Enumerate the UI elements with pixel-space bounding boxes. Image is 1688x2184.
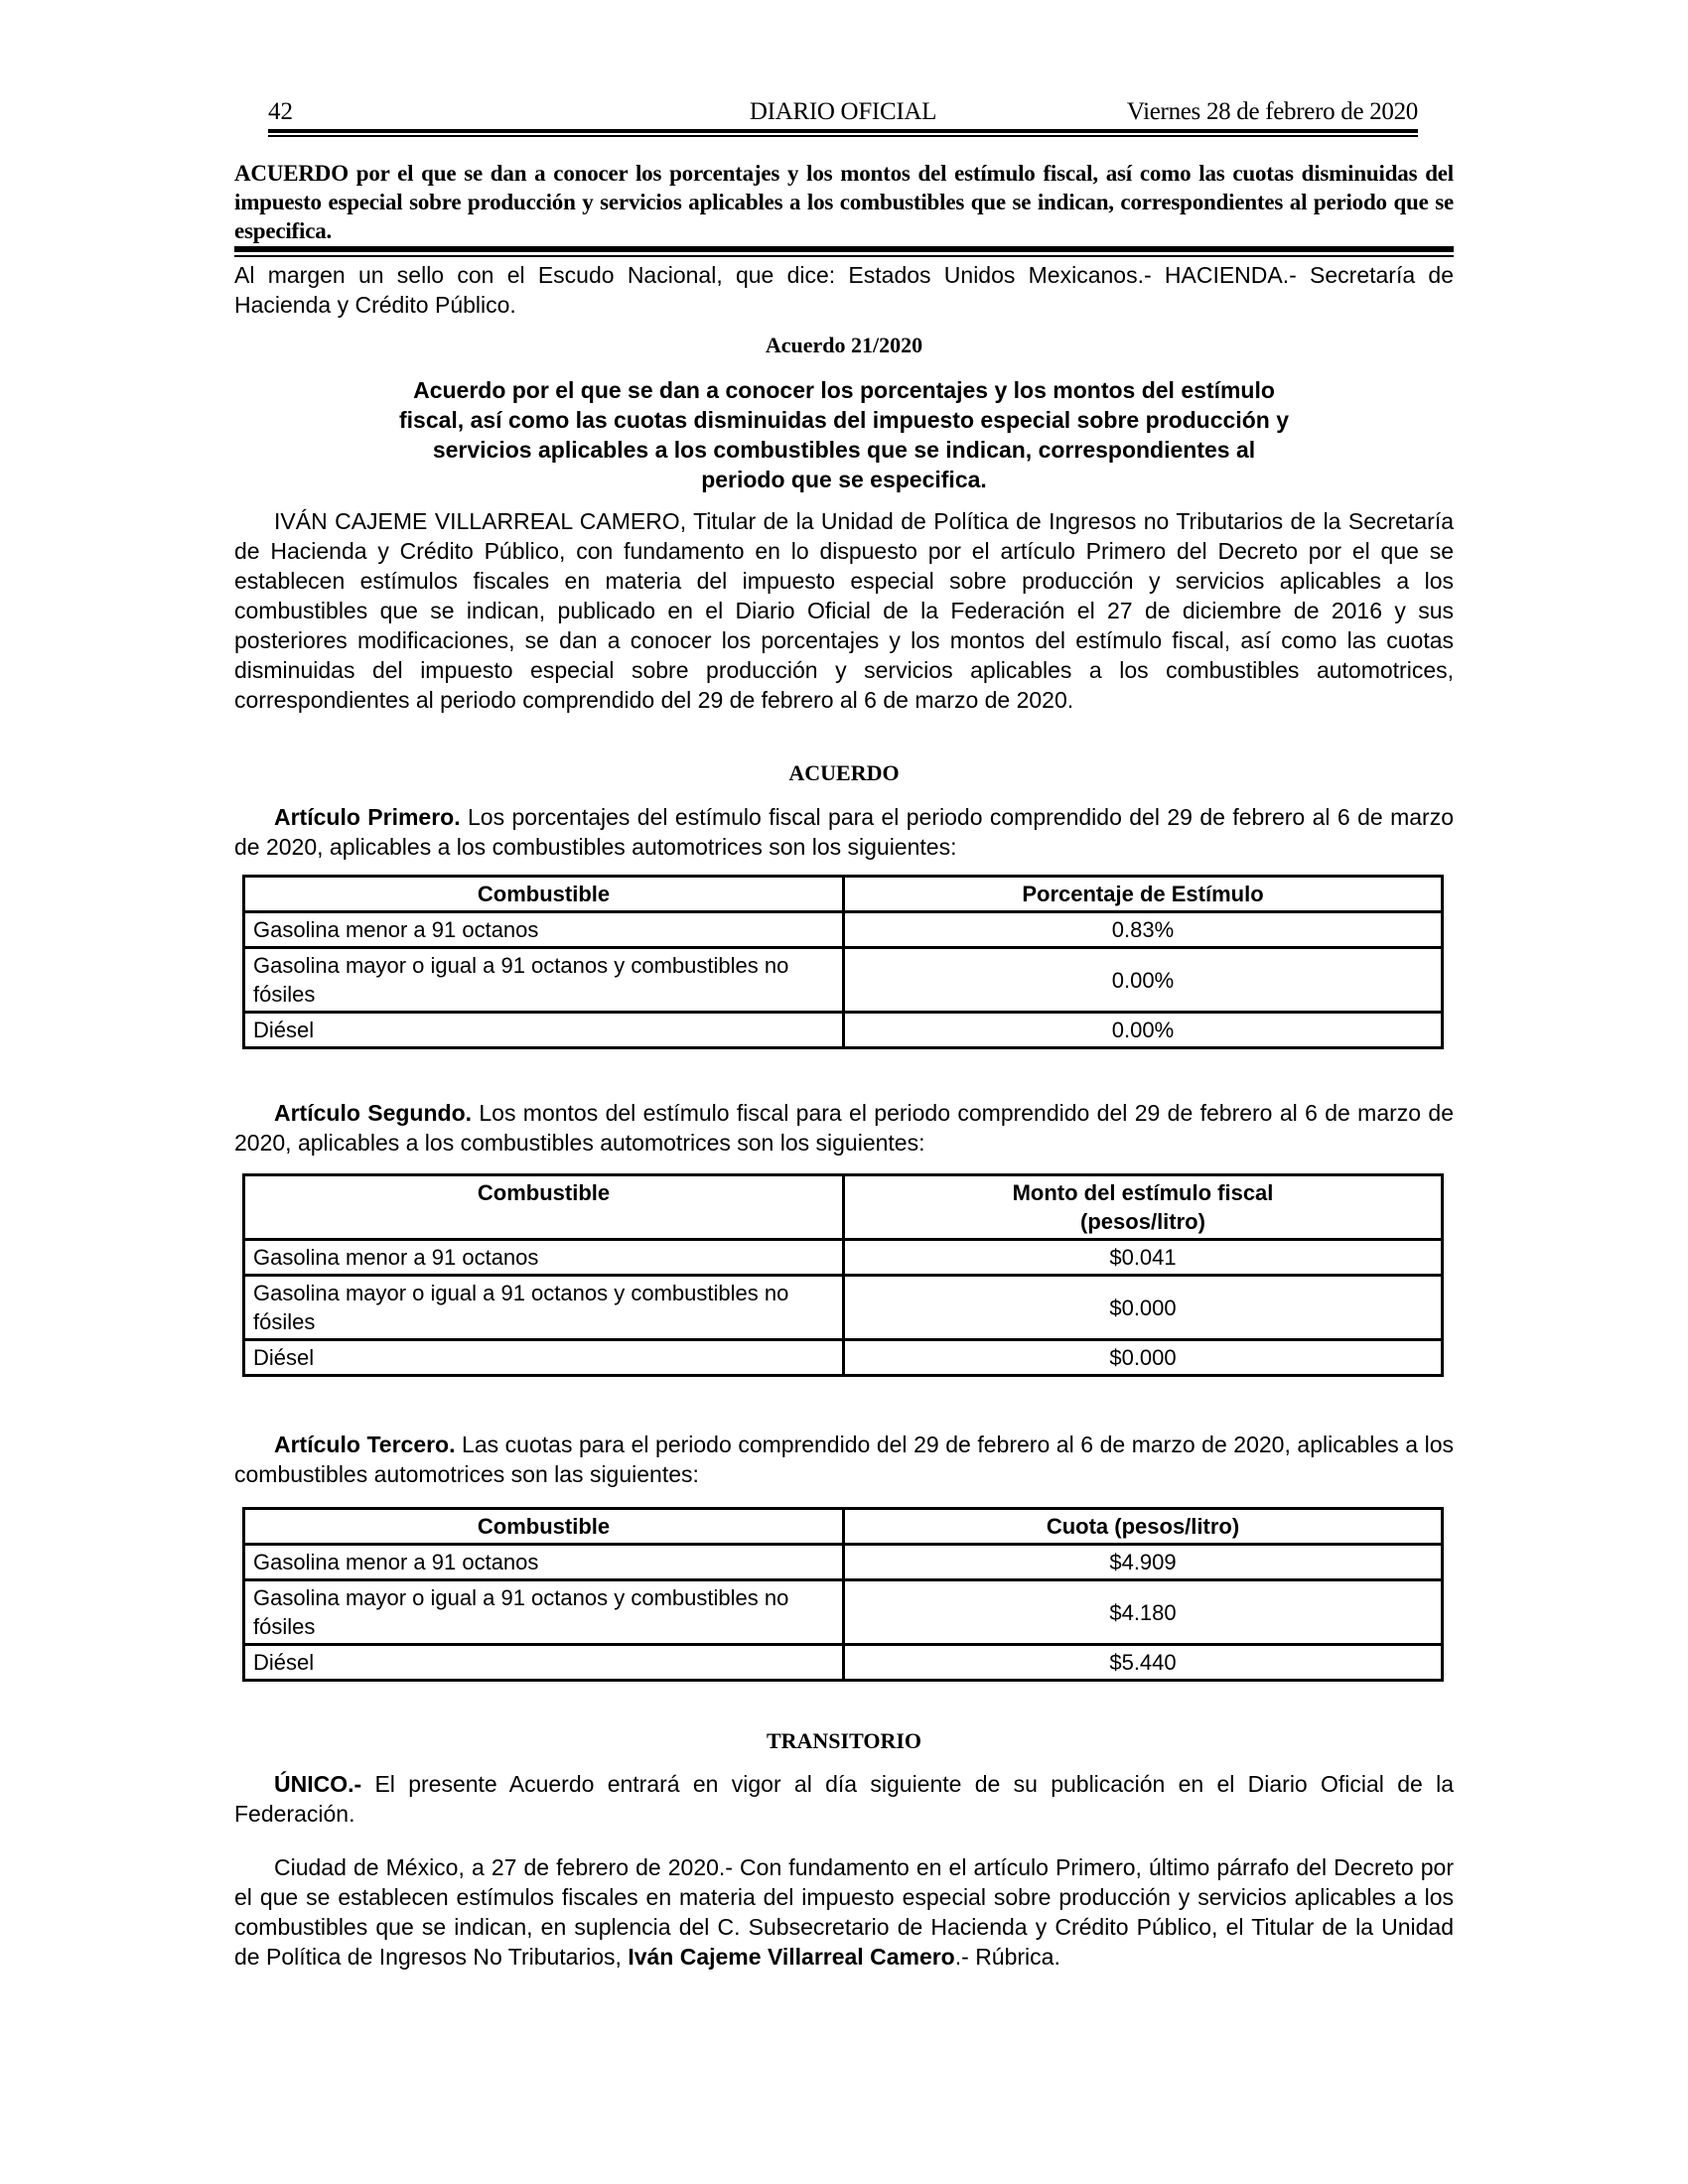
unico-text: El presente Acuerdo entrará en vigor al día siguiente de su publicación en el Diario Oficial de la Federación. xyxy=(234,1771,1454,1827)
section-heading-acuerdo: ACUERDO xyxy=(788,760,900,785)
table-row xyxy=(244,1545,1443,1580)
fuel-value: $5.440 xyxy=(844,1645,1443,1681)
table-row xyxy=(244,1645,1443,1681)
table-row xyxy=(244,1340,1443,1376)
table-row xyxy=(244,912,1443,948)
table-header-row xyxy=(244,877,1443,912)
article-lead: Artículo Primero. xyxy=(274,804,461,830)
column-header: Combustible xyxy=(244,877,844,912)
article-segundo xyxy=(234,1098,1454,1158)
article-primero xyxy=(234,802,1454,862)
unico-lead: ÚNICO.- xyxy=(274,1771,362,1797)
fuel-name: Diésel xyxy=(244,1645,844,1681)
section-heading-transitorio: TRANSITORIO xyxy=(766,1728,922,1753)
fuel-name: Gasolina mayor o igual a 91 octanos y combustibles no fósiles xyxy=(244,948,844,1013)
header-rule-thin xyxy=(268,135,1418,137)
table-header-row xyxy=(244,1175,1443,1240)
closing-paragraph xyxy=(234,1852,1454,1972)
stimulus-amount-table xyxy=(242,1173,1444,1377)
column-header: Combustible xyxy=(244,1509,844,1545)
title-rule-thin xyxy=(234,255,1454,257)
article-tercero xyxy=(234,1430,1454,1489)
table-row xyxy=(244,1240,1443,1276)
article-lead: Artículo Tercero. xyxy=(274,1432,456,1457)
signer-name: Iván Cajeme Villarreal Camero xyxy=(628,1944,955,1970)
fuel-name: Diésel xyxy=(244,1340,844,1376)
article-lead: Artículo Segundo. xyxy=(274,1100,473,1126)
fuel-name: Gasolina menor a 91 octanos xyxy=(244,1545,844,1580)
fuel-value: $0.041 xyxy=(844,1240,1443,1276)
column-header: Combustible xyxy=(244,1175,844,1240)
fuel-value: $4.180 xyxy=(844,1580,1443,1645)
document-title: ACUERDO por el que se dan a conocer los porcentajes y los montos del estímulo fiscal, así como las cuotas disminuidas del impuesto especial sobre producción y servicios aplicables a los combustibles que se indican, correspondientes al periodo que se especifica. xyxy=(234,161,1454,243)
table-header-row xyxy=(244,1509,1443,1545)
publication-name: DIARIO OFICIAL xyxy=(749,98,937,125)
quota-table xyxy=(242,1507,1444,1682)
article-text: Los montos del estímulo fiscal para el periodo comprendido del 29 de febrero al 6 de marzo de 2020, aplicables a los combustibles automotrices son los siguientes: xyxy=(234,1100,1454,1156)
table-row xyxy=(244,1580,1443,1645)
seal-note: Al margen un sello con el Escudo Nacional, que dice: Estados Unidos Mexicanos.- HACIENDA.- Secretaría de Hacienda y Crédito Público. xyxy=(234,262,1454,318)
fuel-name: Diésel xyxy=(244,1013,844,1048)
acuerdo-number: Acuerdo 21/2020 xyxy=(765,333,923,357)
closing-text: Ciudad de México, a 27 de febrero de 2020.- Con fundamento en el artículo Primero, último párrafo del Decreto por el que se establecen estímulos fiscales en materia del impuesto especial sobre producción y servicios aplicables a los combustibles que se indican, en suplencia del C. Subsecretario de Hacienda y Crédito Público, el Titular de la Unidad de Política de Ingresos No Tributarios, xyxy=(234,1854,1454,1970)
fuel-value: 0.00% xyxy=(844,948,1443,1013)
fuel-value: $4.909 xyxy=(844,1545,1443,1580)
fuel-value: 0.83% xyxy=(844,912,1443,948)
closing-suffix: .- Rúbrica. xyxy=(954,1944,1060,1970)
acuerdo-subtitle: Acuerdo por el que se dan a conocer los porcentajes y los montos del estímulo fiscal, así como las cuotas disminuidas del impuesto especial sobre producción y servicios aplicables a los combustibles que se indican, correspondientes al periodo que se especifica. xyxy=(398,377,1289,492)
fuel-name: Gasolina menor a 91 octanos xyxy=(244,1240,844,1276)
header-rule xyxy=(268,129,1418,133)
fuel-value: $0.000 xyxy=(844,1276,1443,1340)
stimulus-percentage-table xyxy=(242,875,1444,1049)
fuel-value: 0.00% xyxy=(844,1013,1443,1048)
fuel-name: Gasolina mayor o igual a 91 octanos y combustibles no fósiles xyxy=(244,1276,844,1340)
fuel-name: Gasolina mayor o igual a 91 octanos y combustibles no fósiles xyxy=(244,1580,844,1645)
column-header: Porcentaje de Estímulo xyxy=(844,877,1443,912)
article-text: Los porcentajes del estímulo fiscal para el periodo comprendido del 29 de febrero al 6 de marzo de 2020, aplicables a los combustibles automotrices son los siguientes: xyxy=(234,804,1454,860)
table-row xyxy=(244,1013,1443,1048)
transitory-unico xyxy=(234,1769,1454,1829)
fuel-value: $0.000 xyxy=(844,1340,1443,1376)
preamble: IVÁN CAJEME VILLARREAL CAMERO, Titular de la Unidad de Política de Ingresos no Tributarios de la Secretaría de Hacienda y Crédito Público, con fundamento en lo dispuesto por el artículo Primero del Decreto por el que se establecen estímulos fiscales en materia del impuesto especial sobre producción y servicios aplicables a los combustibles que se indican, publicado en el Diario Oficial de la Federación el 27 de diciembre de 2016 y sus posteriores modificaciones, se dan a conocer los porcentajes y los montos del estímulo fiscal, así como las cuotas disminuidas del impuesto especial sobre producción y servicios aplicables a los combustibles automotrices, correspondientes al periodo comprendido del 29 de febrero al 6 de marzo de 2020. xyxy=(234,508,1454,713)
publication-date: Viernes 28 de febrero de 2020 xyxy=(1126,98,1418,125)
column-header: Monto del estímulo fiscal (pesos/litro) xyxy=(844,1175,1443,1240)
table-row xyxy=(244,1276,1443,1340)
column-header: Cuota (pesos/litro) xyxy=(844,1509,1443,1545)
table-row xyxy=(244,948,1443,1013)
fuel-name: Gasolina menor a 91 octanos xyxy=(244,912,844,948)
page-number: 42 xyxy=(268,98,293,125)
article-text: Las cuotas para el periodo comprendido del 29 de febrero al 6 de marzo de 2020, aplicables a los combustibles automotrices son las siguientes: xyxy=(234,1432,1454,1487)
title-rule xyxy=(234,246,1454,252)
running-header xyxy=(268,97,1418,131)
